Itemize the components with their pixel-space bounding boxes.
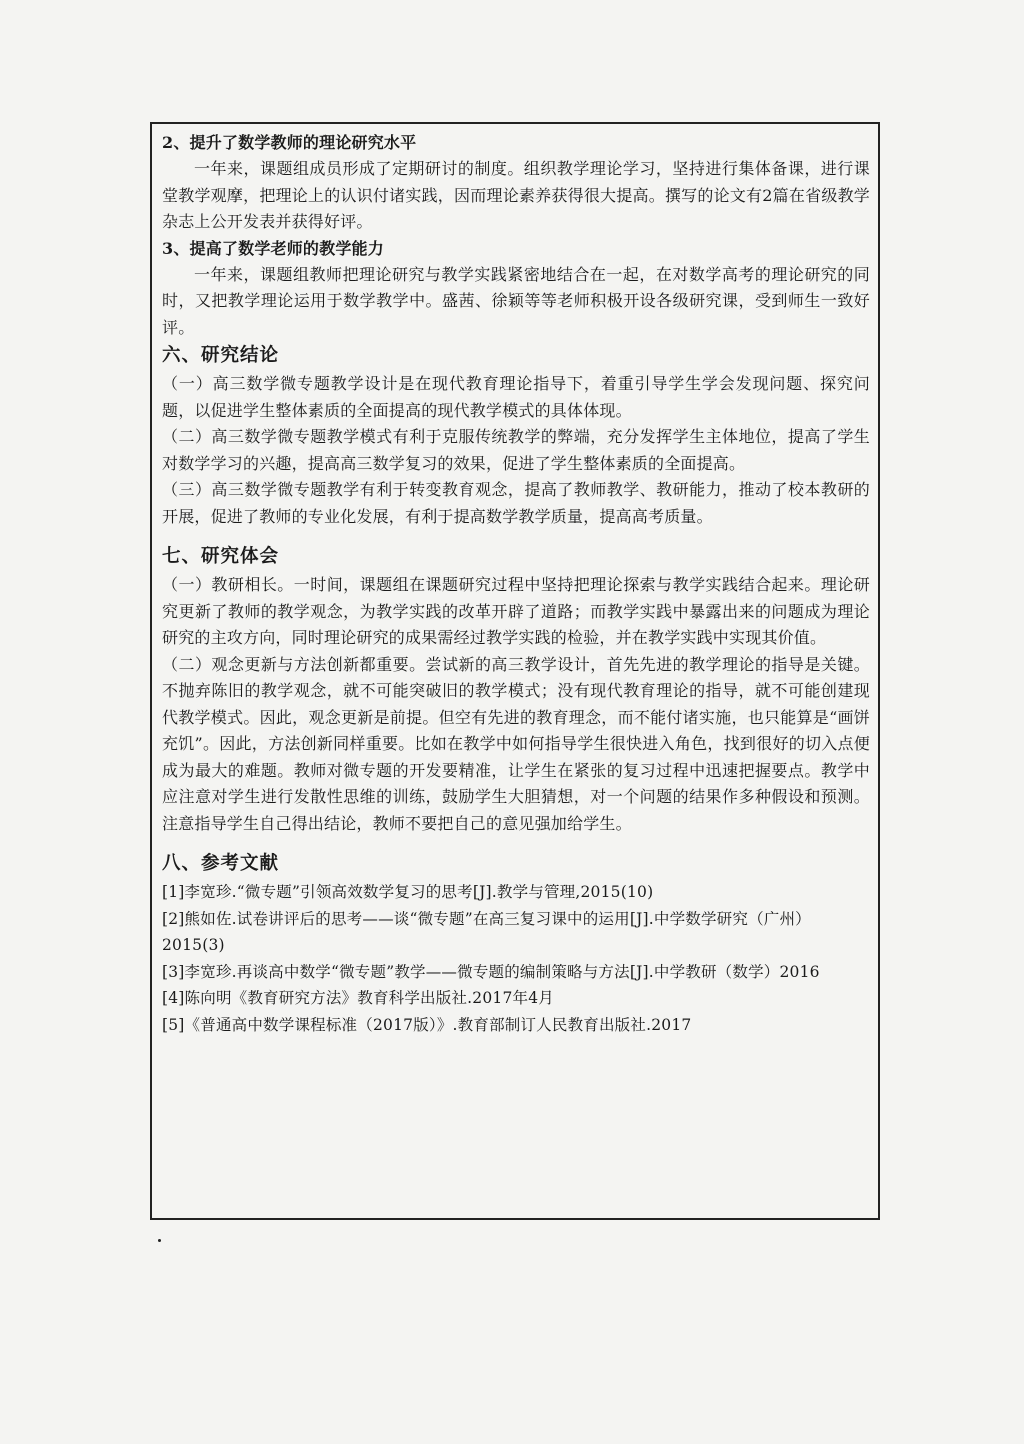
reference-4: [4]陈向明《教育研究方法》教育科学出版社.2017年4月 [162,989,554,1007]
reference-3: [3]李宽珍.再谈高中数学“微专题”教学——微专题的编制策略与方法[J].中学教研（数学）2016 [162,962,820,981]
section-8-title: 八、参考文献 [162,853,280,874]
subsection-2-title: 2、提升了数学教师的理论研究水平 [162,133,417,152]
stray-dot-mark [158,1239,161,1242]
reference-1: [1]李宽珍.“微专题”引领高效数学复习的思考[J].教学与管理,2015(10) [162,883,654,901]
insight-item-2: （二）观念更新与方法创新都重要。尝试新的高三教学设计，首先先进的教学理论的指导是关键。不抛弃陈旧的教学观念，就不可能突破旧的教学模式；没有现代教育理论的指导，就不可能创建现代教学模式。因此，观念更新是前提。但空有先进的教育理念，而不能付诸实施，也只能算是“画饼充饥”。因此，方法创新同样重要。比如在教学中如何指导学生很快进入角色，找到很好的切入点便成为最大的难题。教师对微专题的开发要精准，让学生在紧张的复习过程中迅速把握要点。教学中应注意对学生进行发散性思维的训练，鼓励学生大胆猜想，对一个问题的结果作多种假设和预测。注意指导学生自己得出结论，教师不要把自己的意见强加给学生。 [162,654,870,833]
conclusion-item-2: （二）高三数学微专题教学模式有利于克服传统教学的弊端，充分发挥学生主体地位，提高了学生对数学学习的兴趣，提高高三数学复习的效果，促进了学生整体素质的全面提高。 [162,427,870,473]
section-6-title: 六、研究结论 [162,345,280,366]
conclusion-item-1: （一）高三数学微专题教学设计是在现代教育理论指导下，着重引导学生学会发现问题、探究问题，以促进学生整体素质的全面提高的现代教学模式的具体体现。 [162,374,870,420]
section-7-title: 七、研究体会 [162,546,280,567]
reference-5: [5]《普通高中数学课程标准（2017版）》.教育部制订人民教育出版社.2017 [162,1015,692,1034]
subsection-3-text: 一年来，课题组教师把理论研究与教学实践紧密地结合在一起，在对数学高考的理论研究的同时，又把教学理论运用于数学教学中。盛茜、徐颖等等老师积极开设各级研究课，受到师生一致好评。 [162,264,870,337]
subsection-2-text: 一年来，课题组成员形成了定期研讨的制度。组织教学理论学习，坚持进行集体备课，进行课堂教学观摩，把理论上的认识付诸实践，因而理论素养获得很大提高。撰写的论文有2篇在省级教学杂志上公开发表并获得好评。 [162,159,870,231]
reference-2: [2]熊如佐.试卷讲评后的思考——谈“微专题”在高三复习课中的运用[J].中学数学研究（广州）2015(3) [162,909,811,954]
document-frame [150,122,880,1220]
conclusion-item-3: （三）高三数学微专题教学有利于转变教育观念，提高了教师教学、教研能力，推动了校本教研的开展，促进了教师的专业化发展，有利于提高数学教学质量，提高高考质量。 [162,480,870,526]
insight-item-1: （一）教研相长。一时间，课题组在课题研究过程中坚持把理论探索与教学实践结合起来。理论研究更新了教师的教学观念，为教学实践的改革开辟了道路；而教学实践中暴露出来的问题成为理论研究的主攻方向，同时理论研究的成果需经过教学实践的检验，并在教学实践中实现其价值。 [162,575,870,647]
subsection-3-title: 3、提高了数学老师的教学能力 [162,238,384,258]
